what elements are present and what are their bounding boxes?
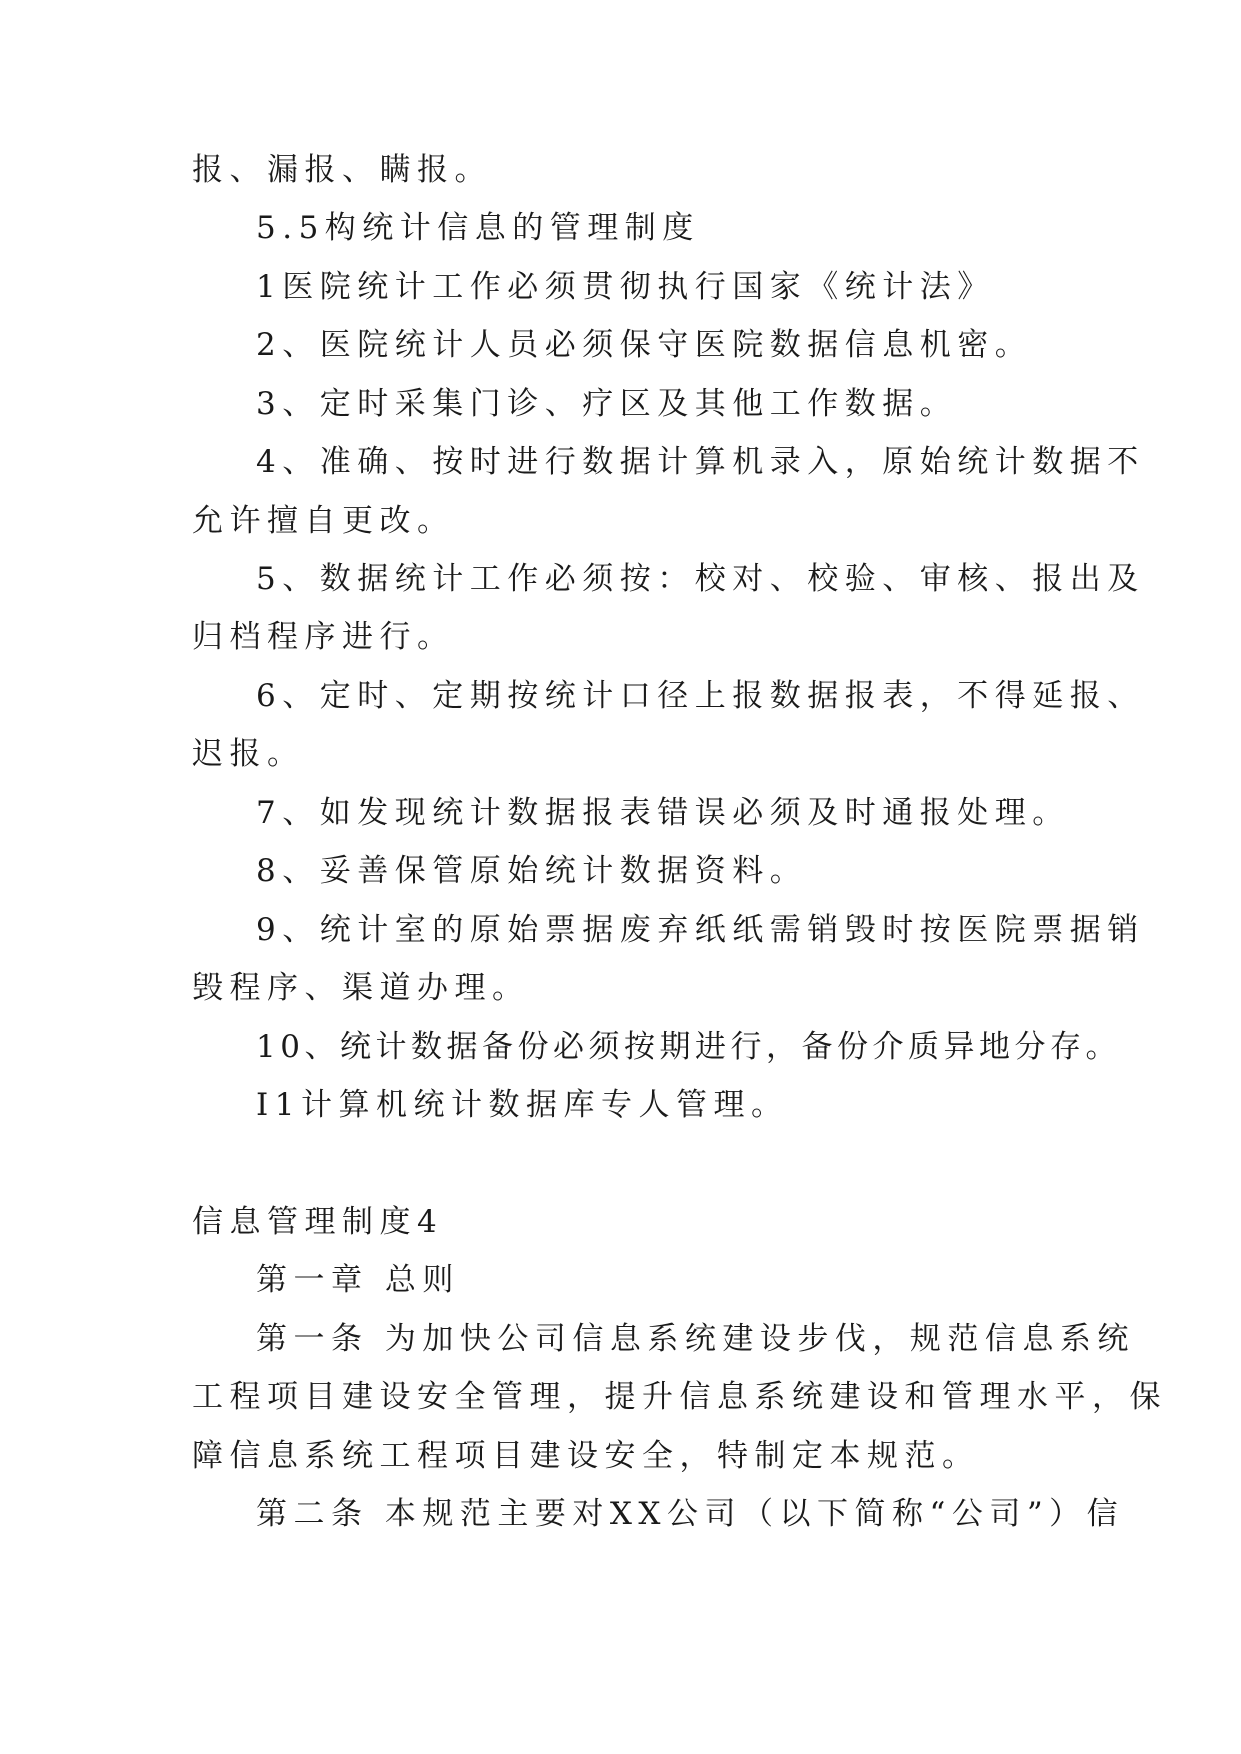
text-line: 3、定时采集门诊、疗区及其他工作数据。: [256, 386, 958, 422]
text-line: 毁程序、渠道办理。: [192, 970, 530, 1006]
text-line: 6、定时、定期按统计口径上报数据报表，不得延报、: [256, 678, 1145, 714]
text-line: 允许擅自更改。: [192, 503, 455, 539]
text-line: 第一条 为加快公司信息系统建设步伐，规范信息系统: [256, 1321, 1135, 1357]
text-line: 报、漏报、瞒报。: [192, 152, 492, 188]
document-title: 信息管理制度4: [192, 1204, 444, 1240]
text-line: 5、数据统计工作必须按：校对、校验、审核、报出及: [256, 561, 1145, 597]
text-line: 4、准确、按时进行数据计算机录入，原始统计数据不: [256, 444, 1145, 480]
text-line: 障信息系统工程项目建设安全，特制定本规范。: [192, 1438, 980, 1474]
text-line: 1医院统计工作必须贯彻执行国家《统计法》: [256, 269, 995, 305]
text-line: 迟报。: [192, 736, 305, 772]
text-line: 7、如发现统计数据报表错误必须及时通报处理。: [256, 795, 1070, 831]
text-line: I1计算机统计数据库专人管理。: [256, 1087, 789, 1123]
text-line: 9、统计室的原始票据废弃纸纸需销毁时按医院票据销: [256, 912, 1145, 948]
text-line: 第二条 本规范主要对XX公司（以下简称“公司”）信: [256, 1496, 1125, 1532]
text-line: 8、妥善保管原始统计数据资料。: [256, 853, 808, 889]
text-line: 工程项目建设安全管理，提升信息系统建设和管理水平，保: [192, 1379, 1167, 1415]
chapter-heading: 第一章 总则: [256, 1262, 460, 1298]
section-heading: 5.5构统计信息的管理制度: [256, 210, 700, 246]
text-line: 10、统计数据备份必须按期进行，备份介质异地分存。: [256, 1029, 1121, 1065]
text-line: 2、医院统计人员必须保守医院数据信息机密。: [256, 327, 1033, 363]
text-line: 归档程序进行。: [192, 619, 455, 655]
